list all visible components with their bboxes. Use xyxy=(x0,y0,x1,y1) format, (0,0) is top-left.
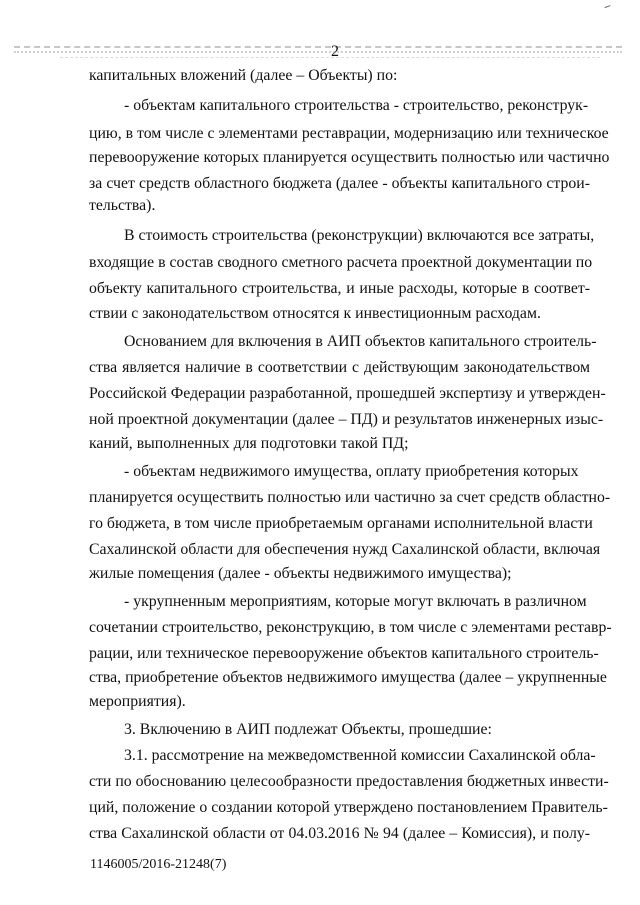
body-line: входящие в состав сводного сметного расчета проектной документации по xyxy=(89,254,593,271)
body-line: - объектам недвижимого имущества, оплату приобретения которых xyxy=(124,463,579,480)
body-line: тельства). xyxy=(89,197,156,214)
body-line: ной проектной документации (далее – ПД) и результатов инженерных изыс- xyxy=(89,411,604,428)
body-line: Российской Федерации разработанной, прошедшей экспертизу и утвержден- xyxy=(89,385,606,402)
body-line: В стоимость строительства (реконструкции) включаются все затраты, xyxy=(124,227,595,244)
body-line: планируется осуществить полностью или частично за счет средств областно- xyxy=(89,489,611,506)
body-line: рации, или техническое перевооружение объектов капитального строитель- xyxy=(89,645,599,662)
body-line: сти по обоснованию целесообразности предоставления бюджетных инвести- xyxy=(89,773,609,790)
body-line: 3.1. рассмотрение на межведомственной комиссии Сахалинской обла- xyxy=(124,747,596,764)
body-line: го бюджета, в том числе приобретаемым органами исполнительной власти xyxy=(89,515,593,532)
body-line: 3. Включению в АИП подлежат Объекты, прошедшие: xyxy=(124,721,492,738)
scan-mark xyxy=(604,5,611,11)
body-line: объекту капитального строительства, и иные расходы, которые в соответ- xyxy=(89,280,590,297)
body-line: Сахалинской области для обеспечения нужд Сахалинской области, включая xyxy=(89,541,601,558)
body-line: ства, приобретение объектов недвижимого имущества (далее – укрупненные xyxy=(89,669,607,686)
body-line: - объектам капитального строительства - строительство, реконструк- xyxy=(124,97,589,114)
body-line: за счет средств областного бюджета (далее - объекты капитального строи- xyxy=(89,175,590,192)
page-number: 2 xyxy=(331,43,339,60)
body-line: перевооружение которых планируется осуществить полностью или частично xyxy=(89,149,610,166)
body-line: цию, в том числе с элементами реставрации, модернизацию или техническое xyxy=(89,125,609,142)
body-line: каний, выполненных для подготовки такой ПД; xyxy=(89,435,409,452)
body-line: ства Сахалинской области от 04.03.2016 № 94 (далее – Комиссия), и полу- xyxy=(89,825,590,842)
document-code: 1146005/2016-21248(7) xyxy=(90,857,227,872)
body-line: капитальных вложений (далее – Объекты) по: xyxy=(89,67,398,84)
body-line: ства является наличие в соответствии с действующим законодательством xyxy=(89,359,590,376)
body-line: - укрупненным мероприятиям, которые могут включать в различном xyxy=(124,593,587,610)
body-line: жилые помещения (далее - объекты недвижимого имущества); xyxy=(89,565,512,582)
body-line: ствии с законодательством относятся к инвестиционным расходам. xyxy=(89,305,541,322)
body-line: сочетании строительство, реконструкцию, в том числе с элементами реставр- xyxy=(89,619,612,636)
body-line: Основанием для включения в АИП объектов капитального строитель- xyxy=(124,333,597,350)
body-line: ций, положение о создании которой утверждено постановлением Правитель- xyxy=(89,799,608,816)
body-line: мероприятия). xyxy=(89,693,186,710)
